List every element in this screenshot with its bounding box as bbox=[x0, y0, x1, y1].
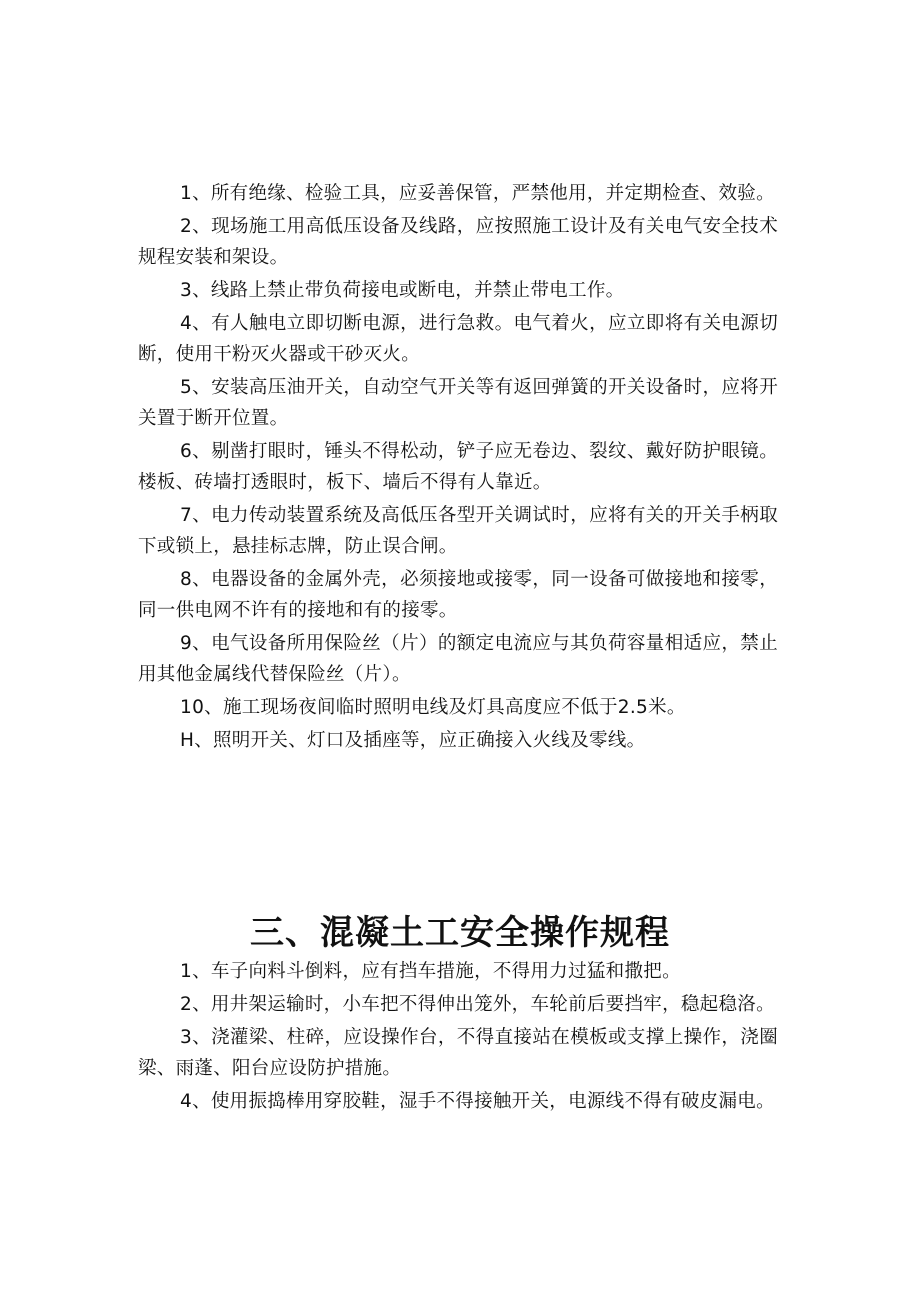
rule-item: 6、剔凿打眼时，锤头不得松动，铲子应无卷边、裂纹、戴好防护眼镜。楼板、砖墙打透眼时，板下、墙后不得有人靠近。 bbox=[138, 441, 778, 493]
rule-item: 4、有人触电立即切断电源，进行急救。电气着火，应立即将有关电源切断，使用干粉灭火器或干砂灭火。 bbox=[138, 313, 778, 365]
rule-item: 1、车子向料斗倒料，应有挡车措施，不得用力过猛和撒把。 bbox=[180, 961, 681, 982]
rule-item: 2、现场施工用高低压设备及线路，应按照施工设计及有关电气安全技术规程安装和架设。 bbox=[138, 216, 778, 268]
rule-item: H、照明开关、灯口及插座等，应正确接入火线及零线。 bbox=[180, 730, 646, 751]
rule-item: 3、线路上禁止带负荷接电或断电，并禁止带电工作。 bbox=[180, 280, 625, 301]
rule-item: 10、施工现场夜间临时照明电线及灯具高度应不低于2.5米。 bbox=[180, 697, 686, 718]
rule-item: 9、电气设备所用保险丝（片）的额定电流应与其负荷容量相适应，禁止用其他金属线代替保险丝（片）。 bbox=[138, 633, 778, 685]
rule-item: 4、使用振捣棒用穿胶鞋，湿手不得接触开关，电源线不得有破皮漏电。 bbox=[180, 1091, 775, 1112]
rule-item: 3、浇灌梁、柱碎，应设操作台，不得直接站在模板或支撑上操作，浇圈梁、雨蓬、阳台应设防护措施。 bbox=[138, 1027, 778, 1079]
rule-item: 7、电力传动装置系统及高低压各型开关调试时，应将有关的开关手柄取下或锁上，悬挂标志牌，防止误合闸。 bbox=[138, 505, 778, 557]
rule-item: 8、电器设备的金属外壳，必须接地或接零，同一设备可做接地和接零，同一供电网不许有的接地和有的接零。 bbox=[138, 569, 778, 621]
rule-item: 2、用井架运输时，小车把不得伸出笼外，车轮前后要挡牢，稳起稳洛。 bbox=[180, 994, 775, 1015]
rule-item: 5、安装高压油开关，自动空气开关等有返回弹簧的开关设备时，应将开关置于断开位置。 bbox=[138, 377, 778, 429]
concrete-safety-rules bbox=[138, 956, 778, 1119]
rule-item: 1、所有绝缘、检验工具，应妥善保管，严禁他用，并定期检查、效验。 bbox=[180, 183, 775, 204]
section-title: 三、混凝土工安全操作规程 bbox=[250, 913, 670, 954]
electrical-safety-rules bbox=[138, 178, 778, 758]
